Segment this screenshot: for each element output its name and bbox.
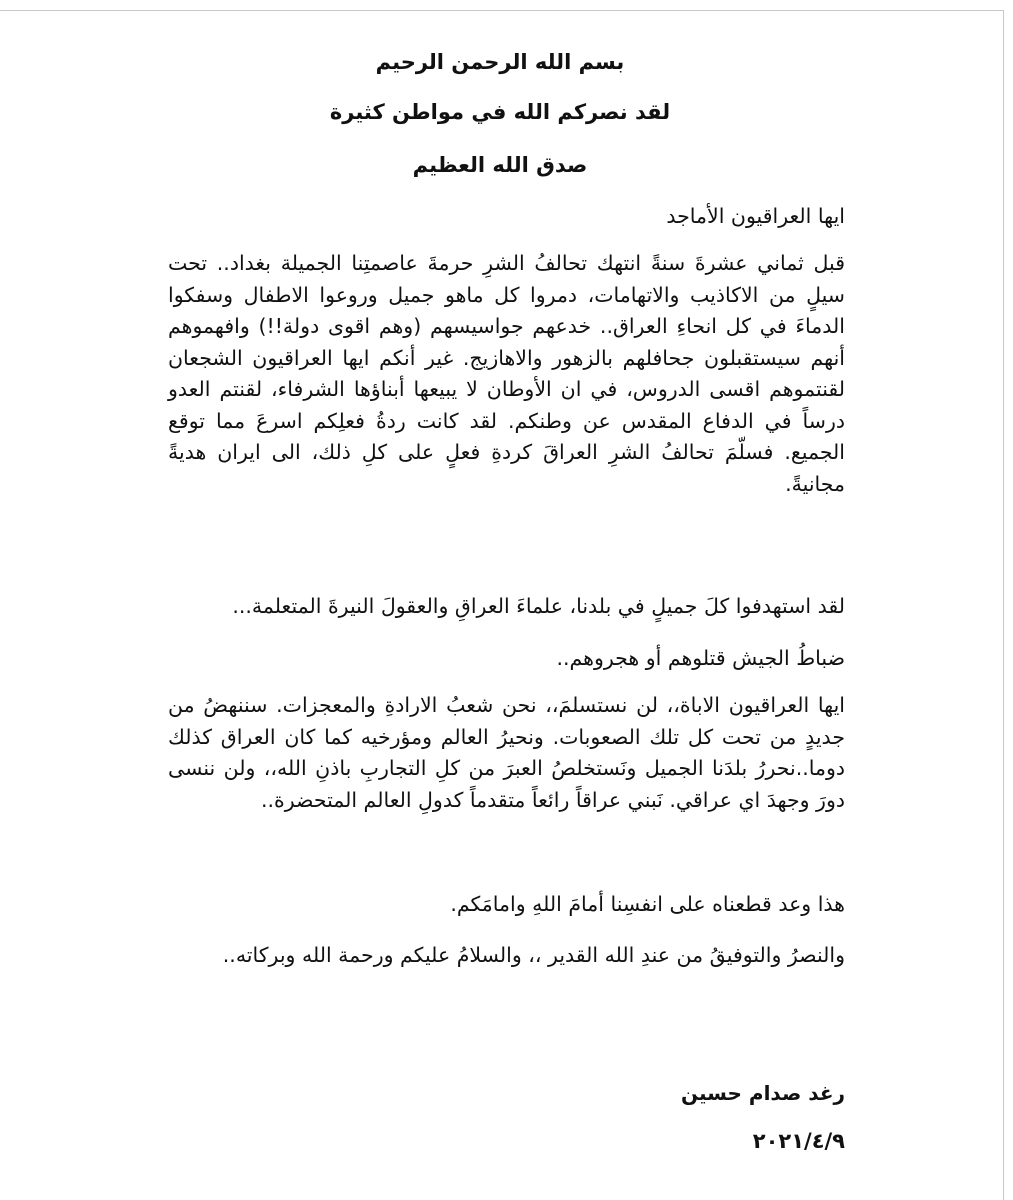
verse-heading: لقد نصركم الله في مواطن كثيرة <box>329 100 671 124</box>
greeting-line: ايها العراقيون الأماجد <box>666 204 845 228</box>
closing-paragraph: والنصرُ والتوفيقُ من عندِ الله القدير ،، والسلامُ عليكم ورحمة الله وبركاته.. <box>222 943 845 967</box>
paragraph-resolve: ايها العراقيون الاباة،، لن نستسلمَ،، نحن شعبُ الارادةِ والمعجزات. سننهضُ من جديدٍ من تحت كل تلك الصعوبات. ونحيرُ العالم ومؤرخيه كما كان العراق كذلك دوما..نحررُ بلدَنا الجميل ونَستخلصُ العبرَ من كلِ التجاربِ باذنِ الله،، ولن ننسى دورَ وجهدَ اي عراقي. نَبني عراقاً رائعاً متقدماً كدولِ العالم المتحضرة.. <box>168 693 845 812</box>
signer-name: رغد صدام حسين <box>681 1081 845 1105</box>
verse-closing-heading: صدق الله العظيم <box>412 153 588 177</box>
line-officers: ضباطُ الجيش قتلوهم أو هجروهم.. <box>556 646 845 670</box>
paragraph-history: قبل ثماني عشرةَ سنةً انتهك تحالفُ الشرِ حرمةَ عاصمتِنا الجميلة بغداد.. تحت سيلٍ من الاكاذيب والاتهامات، دمروا كل ماهو جميل وروعوا الاطفال وسفكوا الدماءَ في كل انحاءِ العراق.. خدعهم جواسيسهم (وهم اقوى دولة!!) وافهموهم أنهم سيستقبلون جحافلهم بالزهور والاهازيج. غير أنكم ايها العراقيون الشجعان لقنتموهم اقسى الدروس، في ان الأوطان لا يبيعها أبناؤها الشرفاء، لقنتم العدو درساً في الدفاع المقدس عن وطنكم. لقد كانت ردةُ فعلِكم اسرعَ مما توقع الجميع. فسلّمَ تحالفُ الشرِ العراقَ كردةِ فعلٍ على كلِ ذلك، الى ايران هديةً مجانيةً. <box>168 251 845 496</box>
line-scholars: لقد استهدفوا كلَ جميلٍ في بلدنا، علماءَ العراقِ والعقولَ النيرةَ المتعلمة... <box>232 594 845 618</box>
basmala-heading: بسم الله الرحمن الرحيم <box>375 50 625 74</box>
signature-date: ٢٠٢١/٤/٩ <box>752 1129 845 1153</box>
line-promise: هذا وعد قطعناه على انفسِنا أمامَ اللهِ وامامَكم. <box>450 892 845 916</box>
